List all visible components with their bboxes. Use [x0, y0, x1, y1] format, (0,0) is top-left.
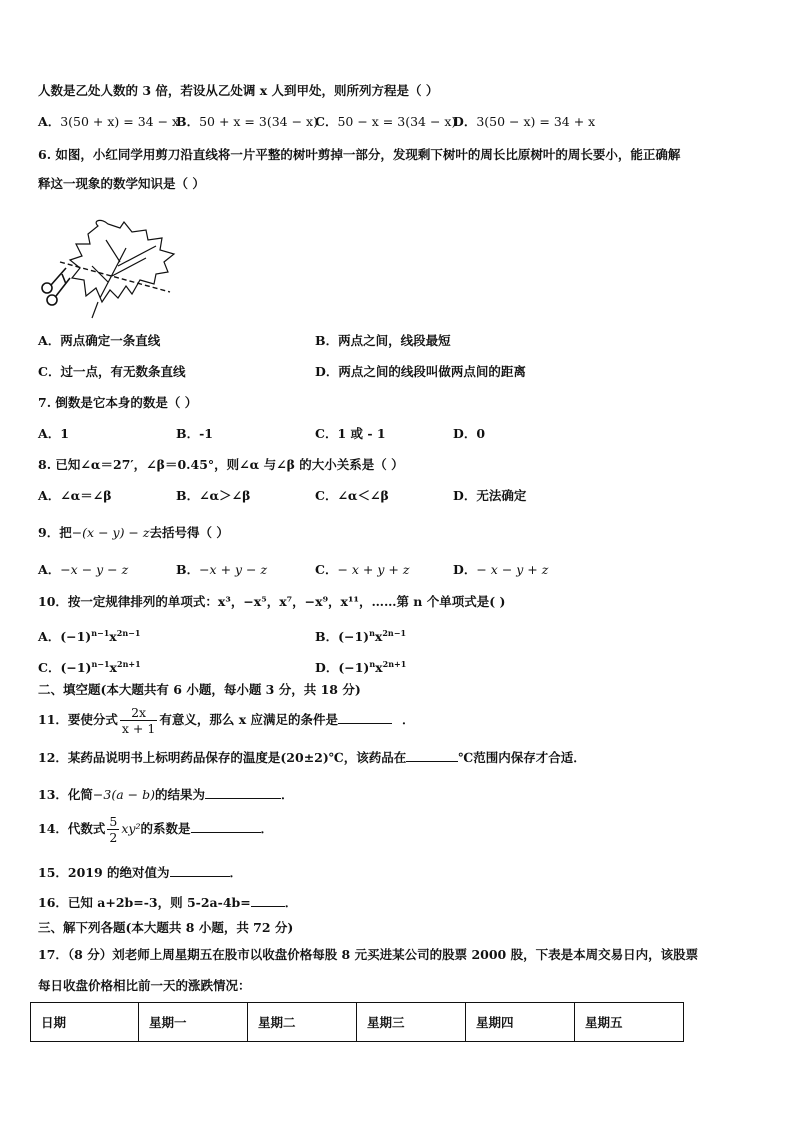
exp-1: n — [369, 659, 376, 669]
q6-option-d[interactable]: D．两点之间的线段叫做两点间的距离 — [315, 364, 526, 379]
q7-option-b[interactable]: B．-1 — [176, 426, 213, 441]
option-label: C． — [315, 114, 338, 129]
option-expr: − x + y + z — [337, 562, 410, 577]
q12-answer-blank[interactable] — [406, 748, 458, 762]
q11-answer-blank[interactable] — [338, 710, 392, 724]
q11-fraction — [120, 705, 157, 736]
q16-answer-blank[interactable] — [251, 893, 285, 907]
option-label: B． — [176, 562, 200, 577]
q7-option-d[interactable]: D．0 — [453, 426, 486, 441]
option-expr: −x + y − z — [199, 562, 268, 577]
q9-option-d[interactable] — [453, 561, 548, 579]
option-label: A．(−1) — [38, 629, 92, 645]
q10-stem: 10．按一定规律排列的单项式：x³，−x⁵，x⁷，−x⁹，x¹¹，……第 n 个单项式是( ) — [38, 594, 506, 609]
table-header-cell: 星期四 — [466, 1003, 575, 1042]
q7-option-a[interactable]: A．1 — [38, 426, 69, 441]
q14-end: ． — [260, 821, 274, 836]
option-label: A． — [38, 562, 61, 577]
q7-stem: 7. 倒数是它本身的数是（ ） — [38, 395, 198, 410]
q9-stem-post: 去括号得（ ） — [149, 525, 229, 540]
fraction-numerator: 5 — [109, 814, 118, 829]
q8-stem: 8. 已知∠α＝27′，∠β＝0.45°，则∠α 与∠β 的大小关系是（ ） — [38, 457, 404, 472]
table-header-cell: 星期一 — [139, 1003, 248, 1042]
q13-post: 的结果为 — [154, 787, 205, 802]
q15 — [38, 863, 242, 882]
q5-option-d[interactable] — [453, 113, 595, 131]
exp-1: n−1 — [91, 628, 110, 638]
option-label: C．(−1) — [38, 660, 92, 676]
q9-stem — [38, 524, 229, 542]
fraction-numerator: 2x — [120, 705, 157, 721]
table-header-cell: 星期五 — [575, 1003, 684, 1042]
q6-option-c[interactable]: C．过一点，有无数条直线 — [38, 364, 186, 379]
option-label: C． — [315, 562, 338, 577]
option-label: A． — [38, 114, 61, 129]
q5-option-c[interactable] — [315, 113, 456, 131]
option-label: D． — [453, 114, 477, 129]
base-x: x — [109, 629, 117, 645]
q12 — [38, 748, 586, 767]
table-header-cell: 日期 — [31, 1003, 139, 1042]
option-expr: 50 + x = 3(34 − x) — [199, 114, 318, 129]
q13-end: ． — [280, 787, 294, 802]
q9-option-a[interactable] — [38, 561, 128, 579]
q5-option-a[interactable] — [38, 113, 179, 131]
exp-1: n — [369, 628, 375, 638]
q13 — [38, 785, 294, 804]
option-expr: 50 − x = 3(34 − x) — [337, 114, 457, 129]
option-label: B．(−1) — [315, 629, 370, 645]
q6-option-b[interactable]: B．两点之间，线段最短 — [315, 333, 451, 348]
exp-2: 2n+1 — [382, 659, 407, 669]
table-row — [31, 1003, 684, 1042]
exp-2: 2n−1 — [116, 628, 141, 638]
q13-pre: 13．化简 — [38, 787, 93, 802]
leaf-outline — [70, 220, 174, 302]
fraction-denominator: x + 1 — [121, 721, 156, 736]
leaf-scissors-figure — [36, 218, 186, 323]
q7-option-c[interactable]: C．1 或 - 1 — [315, 426, 386, 441]
base-x: x — [109, 660, 117, 676]
q6-stem-line2: 释这一现象的数学知识是（ ） — [38, 176, 205, 191]
q5-stem: 人数是乙处人数的 3 倍，若设从乙处调 x 人到甲处，则所列方程是（ ） — [38, 83, 439, 98]
q16-end: ． — [284, 895, 298, 910]
q5-option-b[interactable] — [176, 113, 318, 131]
q15-answer-blank[interactable] — [170, 863, 230, 877]
table-header-cell: 星期二 — [248, 1003, 357, 1042]
q17-line1: 17．（8 分）刘老师上周星期五在股市以收盘价格每股 8 元买进某公司的股票 2000 股，下表是本周交易日内，该股票 — [38, 947, 699, 962]
q11-pre: 11．要使分式 — [38, 712, 118, 727]
base-x: x — [374, 629, 383, 645]
leaf-stem — [92, 302, 98, 318]
q6-option-a[interactable]: A．两点确定一条直线 — [38, 333, 161, 348]
q13-expr: −3(a − b) — [92, 787, 155, 802]
q9-option-c[interactable] — [315, 561, 409, 579]
q14-post: 的系数是 — [140, 821, 191, 836]
option-expr: − x − y + z — [476, 562, 549, 577]
cut-line — [60, 262, 170, 292]
exp-2: 2n+1 — [117, 659, 141, 669]
q8-option-a[interactable]: A．∠α＝∠β — [38, 488, 112, 503]
q15-pre: 15．2019 的绝对值为 — [38, 865, 170, 880]
q9-option-b[interactable] — [176, 561, 267, 579]
option-label: D．(−1) — [315, 660, 370, 676]
price-change-table — [30, 1002, 684, 1042]
q14-expr: xy² — [121, 821, 141, 836]
q10-option-b[interactable] — [315, 624, 406, 646]
exp-2: 2n−1 — [382, 628, 407, 638]
q14 — [38, 812, 273, 846]
q10-option-d[interactable] — [315, 655, 406, 677]
exp-1: n−1 — [91, 659, 110, 669]
option-expr: 3(50 − x) = 34 + x — [476, 114, 596, 129]
q17-line2: 每日收盘价格相比前一天的涨跌情况： — [38, 978, 251, 993]
option-label: B． — [176, 114, 200, 129]
scissors-icon — [42, 268, 70, 305]
q9-stem-pre: 9．把 — [38, 525, 72, 540]
q14-fraction — [107, 814, 119, 845]
q8-option-c[interactable]: C．∠α＜∠β — [315, 488, 389, 503]
q14-answer-blank[interactable] — [191, 819, 261, 833]
q15-end: ． — [229, 865, 243, 880]
q10-option-c[interactable] — [38, 655, 141, 677]
option-expr: −x − y − z — [60, 562, 129, 577]
q11-post: 有意义，那么 x 应满足的条件是 — [159, 712, 339, 727]
option-label: D． — [453, 562, 477, 577]
q12-post: ℃范围内保存才合适． — [458, 750, 586, 765]
q8-option-d[interactable]: D．无法确定 — [453, 488, 527, 503]
q10-option-a[interactable] — [38, 624, 140, 646]
fraction-denominator: 2 — [109, 830, 118, 845]
section-2-heading: 二、填空题(本大题共有 6 小题，每小题 3 分，共 18 分) — [38, 682, 361, 697]
q8-option-b[interactable]: B．∠α＞∠β — [176, 488, 251, 503]
q16 — [38, 893, 297, 912]
q11 — [38, 703, 415, 737]
option-expr: 3(50 + x) = 34 − x — [60, 114, 180, 129]
base-x: x — [375, 660, 383, 676]
q12-pre: 12．某药品说明书上标明药品保存的温度是(20±2)℃，该药品在 — [38, 750, 407, 765]
q6-stem-line1: 6. 如图，小红同学用剪刀沿直线将一片平整的树叶剪掉一部分，发现剩下树叶的周长比原树叶的周长要小，能正确解 — [38, 147, 681, 162]
q9-stem-expr: −(x − y) − z — [71, 525, 150, 540]
section-3-heading: 三、解下列各题(本大题共 8 小题，共 72 分) — [38, 920, 294, 935]
q16-pre: 16．已知 a+2b=-3，则 5-2a-4b= — [38, 895, 251, 910]
q11-end: ． — [402, 712, 415, 727]
q13-answer-blank[interactable] — [205, 785, 281, 799]
q14-pre: 14．代数式 — [38, 821, 106, 836]
table-header-cell: 星期三 — [357, 1003, 466, 1042]
